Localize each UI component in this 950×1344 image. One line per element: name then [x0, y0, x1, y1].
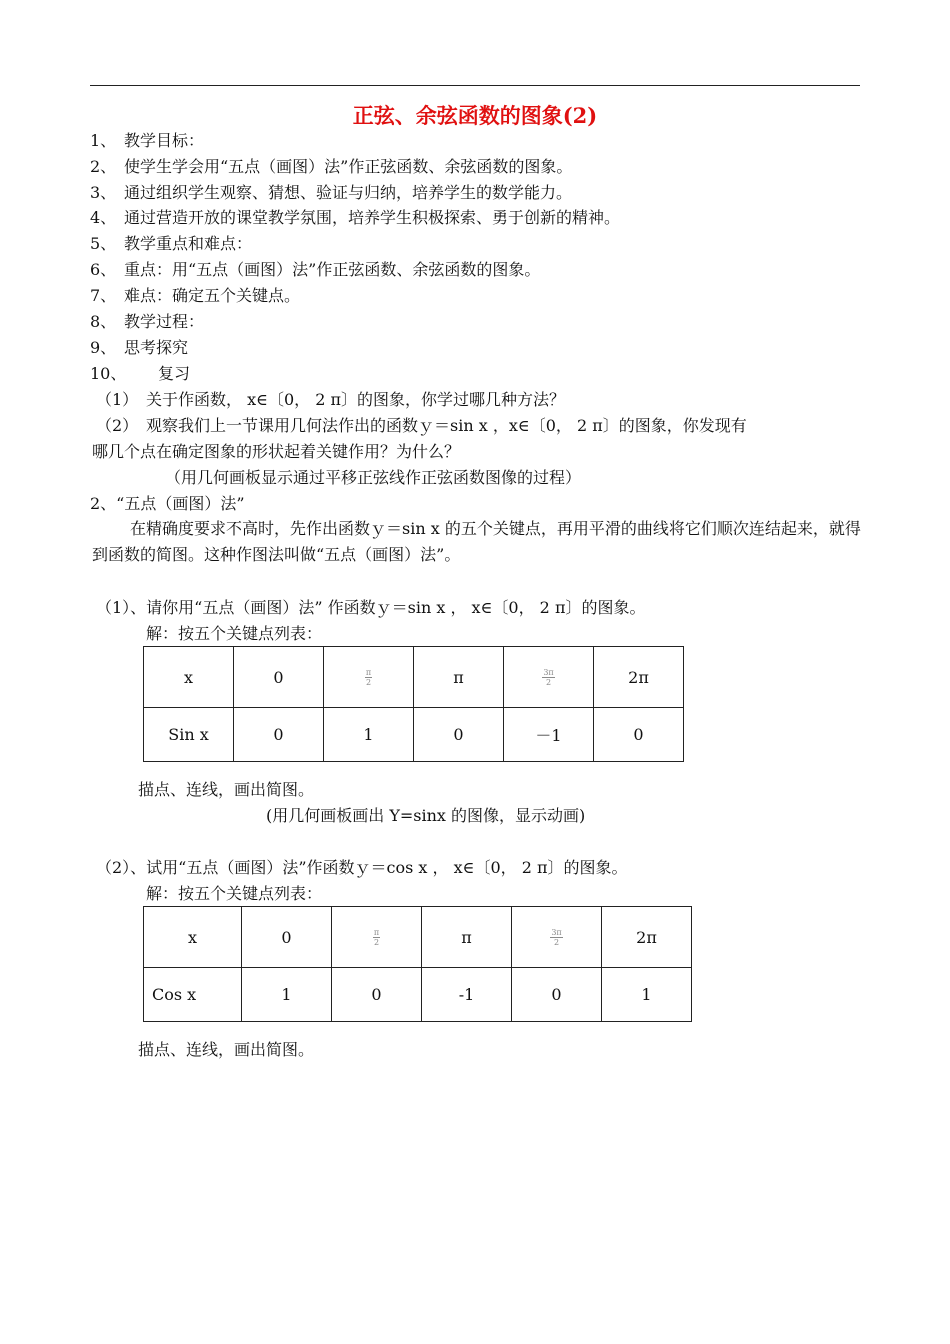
- page-title: 正弦、余弦函数的图象(2): [352, 103, 598, 128]
- list-item: 7、 难点：确定五个关键点。: [90, 286, 301, 305]
- list-item: 9、 思考探究: [90, 338, 189, 357]
- task2-prompt: （2）、试用“五点（画图）法”作函数ｙ＝cos x ， x∈〔0， 2 π〕的图象。: [96, 858, 628, 877]
- table-cell: [324, 647, 414, 708]
- task1-prompt: （1）、请你用“五点（画图）法” 作函数ｙ＝sin x ， x∈〔0， 2 π〕的图象。: [96, 598, 646, 617]
- list-item: 3、 通过组织学生观察、猜想、验证与归纳，培养学生的数学能力。: [90, 183, 573, 202]
- list-item: 6、 重点：用“五点（画图）法”作正弦函数、余弦函数的图象。: [90, 260, 541, 279]
- table-cell: 0: [414, 708, 504, 762]
- table-cell: [504, 647, 594, 708]
- table-cell: [332, 907, 422, 968]
- table-cell: 0: [242, 907, 332, 968]
- section-heading: 2、“五点（画图）法”: [90, 494, 245, 513]
- list-item: 8、 教学过程：: [90, 312, 205, 331]
- cos-table: [143, 906, 692, 1022]
- table-row: [144, 907, 692, 968]
- list-item: 10、 复习: [90, 364, 191, 383]
- task1-solution: 解：按五个关键点列表：: [146, 624, 323, 643]
- three-pi-over-2-fraction: $\frac{3\pi}{2}$: [551, 928, 562, 947]
- pi-over-2-fraction: $\frac{\pi}{2}$: [373, 928, 380, 947]
- table-cell: 0: [234, 708, 324, 762]
- table-cell: Sin x: [144, 708, 234, 762]
- table-cell: x: [144, 647, 234, 708]
- table-cell: 1: [602, 968, 692, 1022]
- sin-table: [143, 646, 684, 762]
- table-cell: 2π: [602, 907, 692, 968]
- section-paragraph: 在精确度要求不高时，先作出函数ｙ＝sin x 的五个关键点，再用平滑的曲线将它们顺次连结起来，就得到函数的简图。这种作图法叫做“五点（画图）法”。: [92, 519, 861, 564]
- list-item: 2、 使学生学会用“五点（画图）法”作正弦函数、余弦函数的图象。: [90, 157, 573, 176]
- table-row: [144, 708, 684, 762]
- review-question-1: （1） 关于作函数， x∈〔0， 2 π〕的图象，你学过哪几种方法？: [96, 390, 566, 409]
- review-note: （用几何画板显示通过平移正弦线作正弦函数图像的过程）: [165, 468, 582, 487]
- task1-after: 描点、连线，画出简图。: [138, 780, 315, 799]
- table-row: [144, 968, 692, 1022]
- table-cell: －1: [504, 708, 594, 762]
- table-cell: 0: [234, 647, 324, 708]
- task2-solution: 解：按五个关键点列表：: [146, 884, 323, 903]
- table-cell: 1: [242, 968, 332, 1022]
- table-cell: Cos x: [144, 968, 242, 1022]
- pi-over-2-fraction: $\frac{\pi}{2}$: [365, 668, 372, 687]
- table-row: [144, 647, 684, 708]
- task1-note: (用几何画板画出 Y=sinx 的图像，显示动画): [266, 806, 586, 825]
- table-cell: 0: [594, 708, 684, 762]
- table-cell: -1: [422, 968, 512, 1022]
- review-question-2-cont: 哪几个点在确定图象的形状起着关键作用？为什么？: [92, 442, 461, 461]
- header-rule: [90, 85, 860, 86]
- table-cell: 0: [332, 968, 422, 1022]
- task2-after: 描点、连线，画出简图。: [138, 1040, 315, 1059]
- list-item: 1、 教学目标：: [90, 131, 205, 150]
- review-question-2: （2） 观察我们上一节课用几何法作出的函数ｙ＝sin x ，x∈〔0， 2 π〕的图象，你发现有: [96, 416, 747, 435]
- table-cell: 0: [512, 968, 602, 1022]
- list-item: 4、 通过营造开放的课堂教学氛围，培养学生积极探索、勇于创新的精神。: [90, 208, 621, 227]
- table-cell: 1: [324, 708, 414, 762]
- table-cell: [512, 907, 602, 968]
- table-cell: π: [422, 907, 512, 968]
- list-item: 5、 教学重点和难点：: [90, 234, 253, 253]
- table-cell: 2π: [594, 647, 684, 708]
- table-cell: π: [414, 647, 504, 708]
- table-cell: x: [144, 907, 242, 968]
- three-pi-over-2-fraction: $\frac{3\pi}{2}$: [543, 668, 554, 687]
